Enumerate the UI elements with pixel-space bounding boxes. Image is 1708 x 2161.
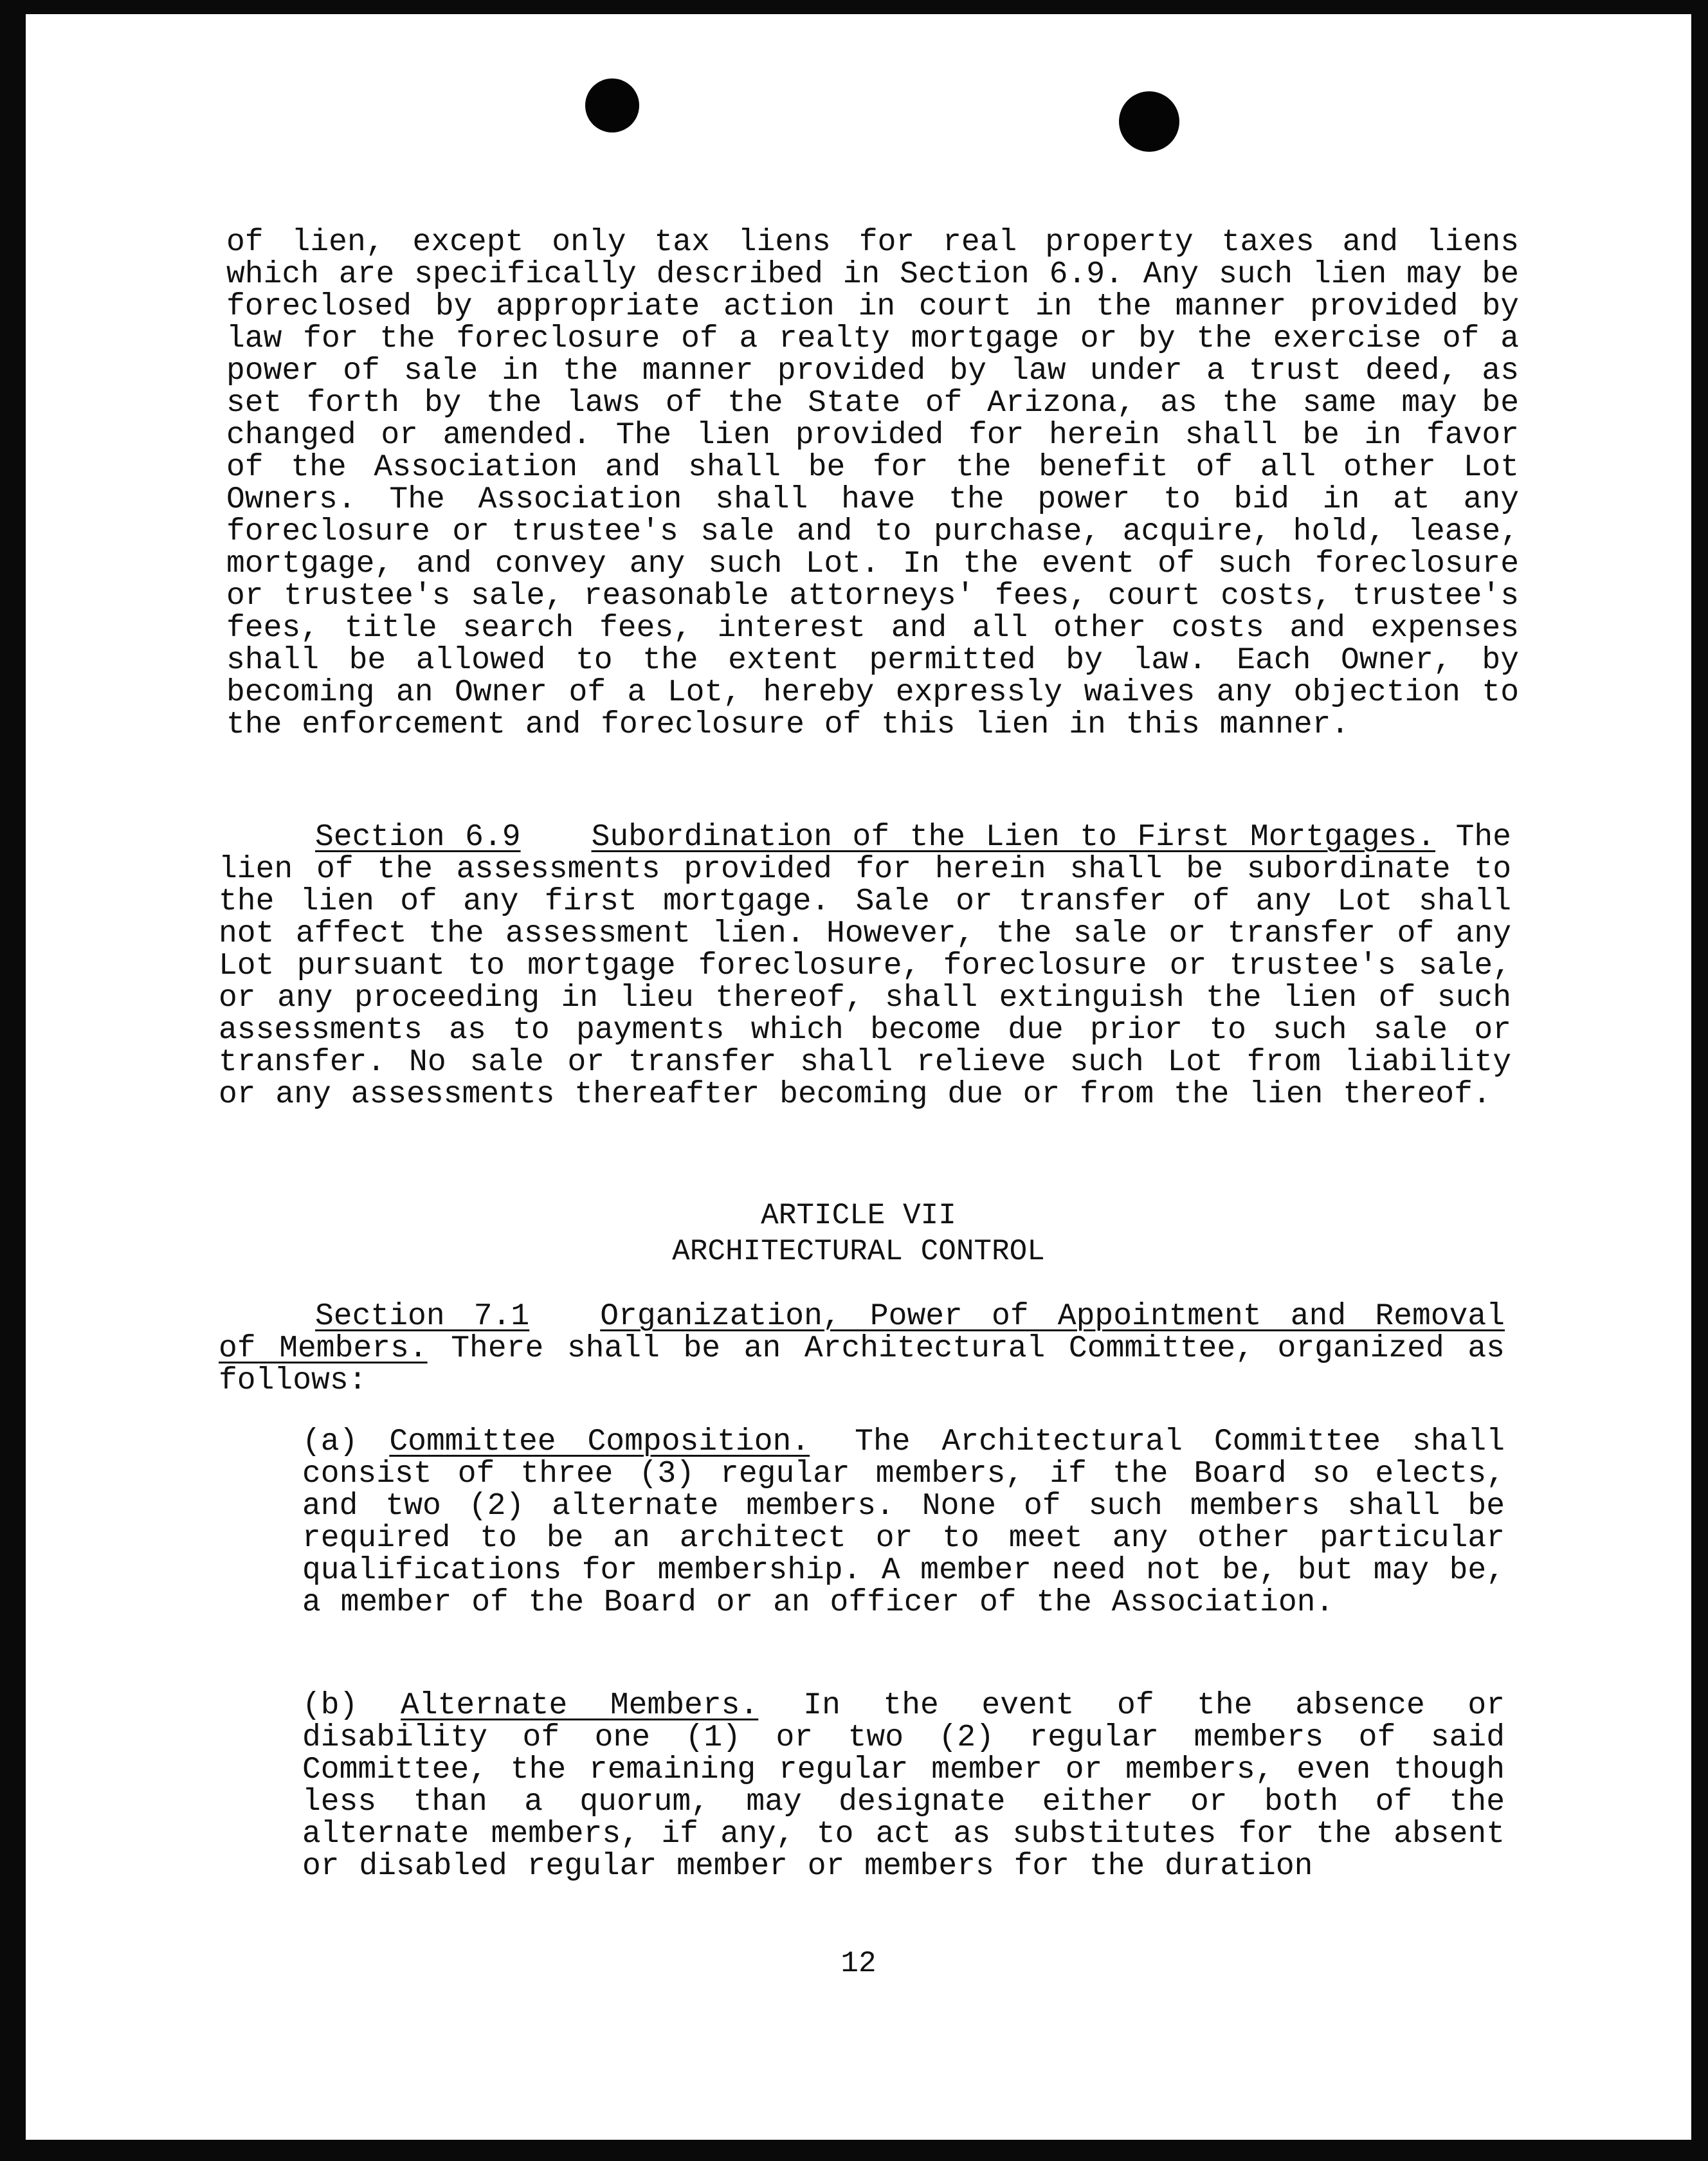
- subsection-a-body: The Architectural Committee shall consist of three (3) regular members, if the Board so elects, and two (2) alternate members. None of such members shall be required to be an architect or to meet any other particular qualifications for membership. A member need not be, but may be, a member of the Board or an officer of the Association.: [302, 1425, 1505, 1620]
- section-7-1: [219, 1300, 1505, 1397]
- subsection-a-label: (a): [302, 1425, 358, 1459]
- section-7-1-number: Section 7.1: [315, 1299, 530, 1334]
- subsection-a: [302, 1426, 1505, 1619]
- section-7-1-title: Organization, Power of Appointment and Removal of Members.: [219, 1299, 1505, 1366]
- page-number: 12: [840, 1947, 877, 1980]
- section-7-1-body: There shall be an Architectural Committee, organized as follows:: [219, 1331, 1505, 1398]
- paragraph-lien-foreclosure: of lien, except only tax liens for real property taxes and liens which are specifically described in Section 6.9. Any such lien may be foreclosed by appropriate action in court in the manner provided by law for the foreclosure of a realty mortgage or by the exercise of a power of sale in the manner provided by law under a trust deed, as set forth by the laws of the State of Arizona, as the same may be changed or amended. The lien provided for herein shall be in favor of the Association and shall be for the benefit of all other Lot Owners. The Association shall have the power to bid in at any foreclosure or trustee's sale and to purchase, acquire, hold, lease, mortgage, and convey any such Lot. In the event of such foreclosure or trustee's sale, reasonable attorneys' fees, court costs, trustee's fees, title search fees, interest and all other costs and expenses shall be allowed to the extent permitted by law. Each Owner, by becoming an Owner of a Lot, hereby expressly waives any objection to the enforcement and foreclosure of this lien in this manner.: [226, 225, 1519, 742]
- subsection-b: [302, 1690, 1505, 1883]
- section-6-9: [219, 821, 1511, 1111]
- punch-hole-left: [585, 78, 639, 132]
- subsection-a-title: Committee Composition.: [389, 1425, 810, 1459]
- subsection-b-label: (b): [302, 1688, 358, 1723]
- punch-hole-right: [1119, 91, 1179, 152]
- document-page: [26, 14, 1691, 2140]
- section-6-9-body: The lien of the assessments provided for herein shall be subordinate to the lien of any first mortgage. Sale or transfer of any Lot shall not affect the assessment lien. However, the sale or transfer of any Lot pursuant to mortgage foreclosure, foreclosure or trustee's sale, or any proceeding in lieu thereof, shall extinguish the lien of such assessments as to payments which become due prior to such sale or transfer. No sale or transfer shall relieve such Lot from liability or any assessments thereafter becoming due or from the lien thereof.: [219, 820, 1511, 1112]
- section-6-9-title: Subordination of the Lien to First Mortgages.: [591, 820, 1436, 855]
- article-title: ARCHITECTURAL CONTROL: [672, 1235, 1045, 1268]
- article-number: ARTICLE VII: [761, 1199, 956, 1232]
- section-6-9-number: Section 6.9: [315, 820, 521, 855]
- subsection-b-body: In the event of the absence or disability of one (1) or two (2) regular members of said Committee, the remaining regular member or members, even though less than a quorum, may designate either or both of the alternate members, if any, to act as substitutes for the absent or disabled regular member or members for the duration: [302, 1688, 1505, 1884]
- subsection-b-title: Alternate Members.: [401, 1688, 759, 1723]
